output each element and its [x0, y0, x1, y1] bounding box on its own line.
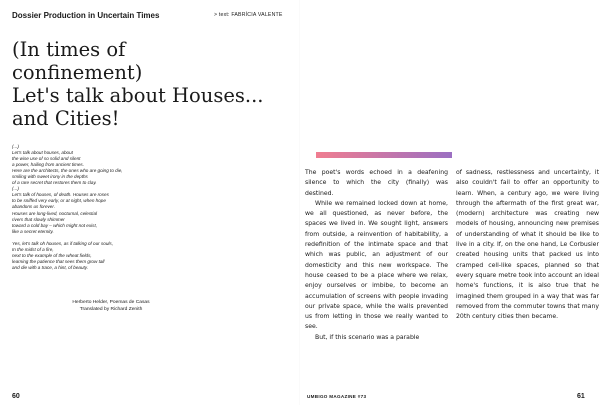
- author-credit: > text: FABRÍCIA VALENTE: [214, 12, 283, 18]
- gradient-bar: [316, 152, 452, 158]
- poem-line: abandons us forever.: [12, 204, 55, 210]
- title-line: (In times of: [12, 38, 126, 61]
- poem-line: like a secret eternity.: [12, 228, 54, 234]
- poem-translator: Translated by Richard Zenith: [79, 307, 143, 312]
- body-paragraph: While we remained locked down at home, we all questioned, as never before, the spaces we lived in. We sought light, answers from outside, a reinvention of habitability, a redefinition of the intimate space and that which was public, an adjustment of our domesticity and this new workspace. The house ceased to be a place where we relax, enjoy ourselves or imbibe, to become an accumulation of screens with people invading our private space, while the walls prevented us from letting in those we really wanted to see.: [305, 199, 448, 331]
- title-line: Let's talk about Houses...: [12, 84, 264, 107]
- poem-line: Houses are long-lived, nocturnal, celestial: [12, 210, 98, 216]
- poem-line: smiling with sweet irony in the depths: [12, 174, 88, 180]
- poem-line: rivers that slowly shimmer: [12, 216, 65, 222]
- body-paragraph: of sadness, restlessness and uncertainty, it also couldn't fail to offer an opportunity to learn. When, a century ago, we were living through the aftermath of the first great war, (modern) architecture was creating new models of housing, announcing new premises of understanding of what it should be like to live in a city. If, on the one hand, Le Corbusier created housing units that packed us into cramped cell-like spaces, planned so that every square metre took into account an ideal home's functions, it is also true that he imagined them grouped in a way that was far removed from the commuter towns that many 20th century cities then became.: [456, 169, 600, 321]
- title-line: confinement): [12, 61, 143, 84]
- poem-line: Yes, let's talk oh houses, as if talking of our souls,: [12, 240, 113, 246]
- series-title: Dossier Production in Uncertain Times: [12, 11, 160, 20]
- page-number-left: 60: [12, 393, 20, 400]
- poem-excerpt: [12, 144, 212, 271]
- magazine-name: UMBIGO MAGAZINE #73: [307, 394, 367, 399]
- poem-line: next to the example of the wheat fields,: [12, 252, 92, 258]
- poem-line: Let's talk of houses, of death. Houses are roses: [12, 192, 109, 198]
- poem-author: Herberto Helder, Poemas de Casas: [72, 300, 150, 305]
- poem-line: In the midst of a fire,: [12, 246, 54, 252]
- poem-line: to be sniffed very early, or at night, when hope: [12, 198, 106, 204]
- body-column-1: [305, 168, 448, 343]
- poem-line: (...): [12, 144, 19, 149]
- poem-line: and die with a trace, a hint, of beauty.: [12, 264, 89, 270]
- poem-line: Here are the architects, the ones who are going to die,: [12, 168, 123, 174]
- body-column-2: [456, 168, 599, 322]
- body-paragraph: The poet's words echoed in a deafening silence to which the city (finally) was destined.: [305, 169, 448, 197]
- poem-line: learning the patience that sees them grow tall: [12, 258, 105, 264]
- poem-line: toward a cold bay – which might not exist,: [12, 222, 98, 228]
- body-paragraph: But, if this scenario was a parable: [315, 333, 420, 341]
- article-title: [12, 38, 312, 130]
- page-number-right: 61: [577, 393, 585, 400]
- poem-line: a power, hailing from ancient times.: [12, 162, 85, 168]
- title-line: and Cities!: [12, 107, 120, 130]
- poem-line: (...): [12, 186, 19, 192]
- poem-attribution: [56, 299, 166, 313]
- poem-line: the wise use of so solid and silent: [12, 156, 81, 162]
- poem-line: Let's talk about houses, about: [12, 150, 73, 156]
- poem-line: of a rare secret that restores them to clay.: [12, 180, 97, 186]
